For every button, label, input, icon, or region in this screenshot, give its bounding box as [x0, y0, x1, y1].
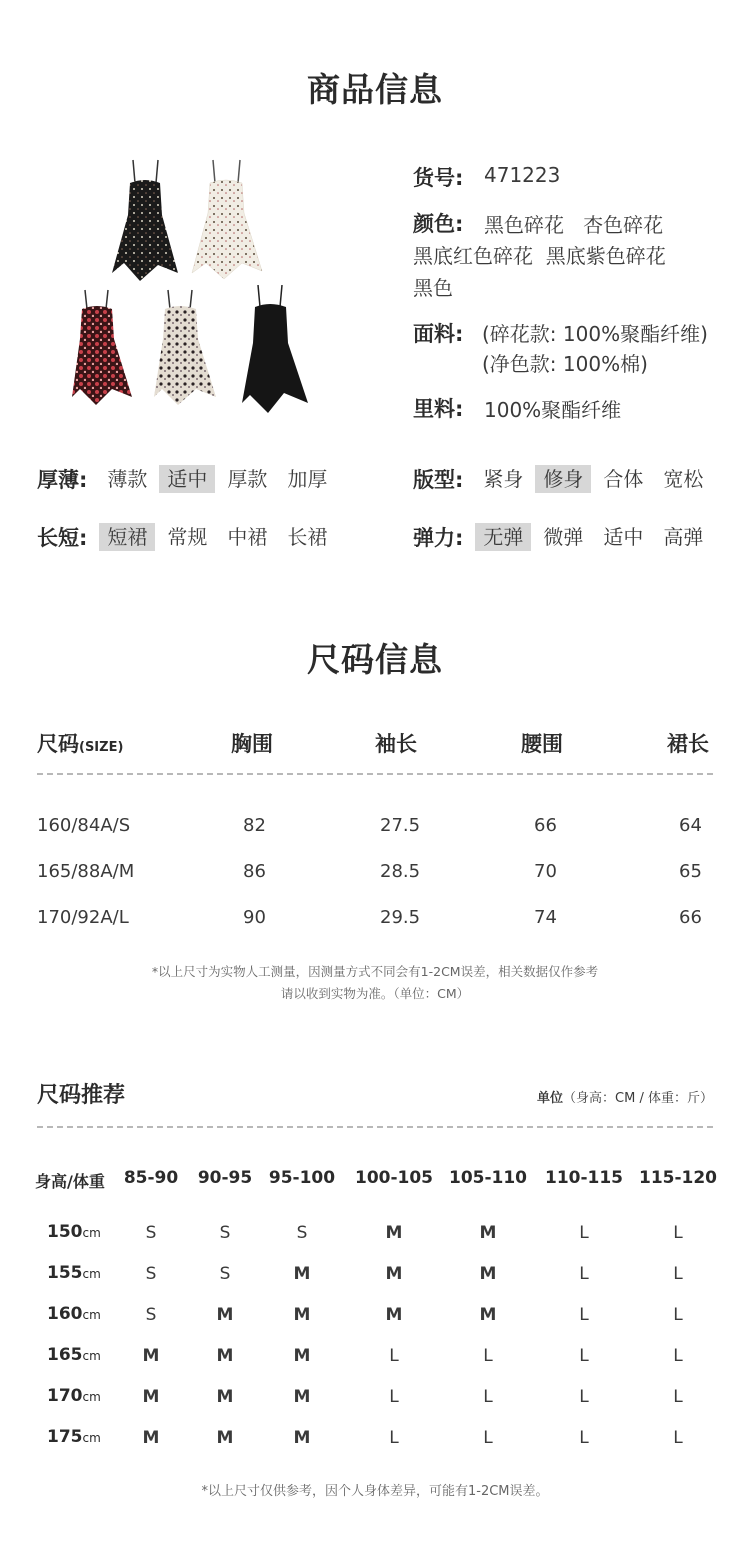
- rec-height-value: 170: [47, 1386, 83, 1406]
- rec-height-unit: cm: [82, 1308, 101, 1322]
- rec-size-cell: M: [479, 1305, 497, 1325]
- rec-height-cell: [47, 1345, 101, 1365]
- rec-weight-header: 90-95: [197, 1168, 253, 1188]
- rec-row: [0, 1263, 750, 1304]
- thickness-option-selected: 适中: [159, 465, 215, 493]
- lining-label: 里料:: [413, 397, 464, 421]
- size-note-line-2: 请以收到实物为准。（单位：CM）: [280, 986, 470, 1001]
- elasticity-option: 微弹: [543, 525, 584, 549]
- attr-length-options: [99, 523, 335, 551]
- rec-row: [0, 1345, 750, 1386]
- table-row: [37, 815, 713, 861]
- attr-elasticity-label: 弹力:: [413, 526, 464, 550]
- rec-size-cell: S: [296, 1223, 308, 1243]
- rec-size-cell: M: [216, 1428, 234, 1448]
- rec-height-unit: cm: [82, 1431, 101, 1445]
- rec-height-unit: cm: [82, 1267, 101, 1281]
- rec-size-cell: M: [142, 1387, 160, 1407]
- rec-size-cell: L: [673, 1387, 683, 1407]
- size-info-title: 尺码信息: [307, 640, 443, 679]
- rec-size-cell: M: [216, 1305, 234, 1325]
- length-cell: 64: [679, 815, 702, 836]
- length-option: 中裙: [227, 525, 268, 549]
- attr-elasticity: [413, 522, 711, 552]
- rec-size-cell: M: [293, 1264, 311, 1284]
- fit-option: 宽松: [663, 467, 704, 491]
- rec-size-cell: L: [579, 1387, 589, 1407]
- size-rec-unit: [537, 1087, 713, 1106]
- rec-size-cell: L: [579, 1428, 589, 1448]
- col-size-label: 尺码: [37, 732, 79, 756]
- fit-option: 合体: [603, 467, 644, 491]
- rec-row: [0, 1222, 750, 1263]
- length-option: 常规: [167, 525, 208, 549]
- size-table-body: [37, 815, 713, 953]
- rec-size-cell: L: [483, 1346, 493, 1366]
- size-rec-table: [0, 1222, 750, 1468]
- rec-size-cell: L: [673, 1223, 683, 1243]
- sleeve-cell: 29.5: [380, 907, 421, 928]
- rec-size-cell: L: [673, 1264, 683, 1284]
- rec-size-cell: L: [673, 1305, 683, 1325]
- colors-line-2: 黑底红色碎花 黑底紫色碎花: [413, 244, 666, 268]
- item-no-label: 货号:: [413, 166, 464, 190]
- col-size-en: (SIZE): [79, 740, 124, 755]
- rec-height-value: 150: [47, 1222, 83, 1242]
- dresses-second-row: [70, 285, 320, 415]
- rec-weight-header: 115-120: [638, 1168, 718, 1188]
- waist-cell: 66: [534, 815, 557, 836]
- waist-cell: 74: [534, 907, 557, 928]
- rec-height-value: 160: [47, 1304, 83, 1324]
- rec-weight-header: 95-100: [268, 1168, 336, 1188]
- rec-size-cell: S: [219, 1264, 231, 1284]
- colors-line-1: 黑色碎花 杏色碎花: [484, 213, 664, 237]
- rec-height-cell: [47, 1427, 101, 1447]
- rec-size-cell: L: [389, 1387, 399, 1407]
- attr-length-label: 长短:: [37, 526, 88, 550]
- elasticity-option-selected: 无弹: [475, 523, 531, 551]
- rec-size-cell: S: [145, 1264, 157, 1284]
- rec-size-cell: L: [389, 1428, 399, 1448]
- attr-length: [37, 522, 335, 552]
- size-cell: 160/84A/S: [37, 815, 131, 836]
- col-length-header: 裙长: [667, 732, 709, 756]
- rec-weight-header: 85-90: [123, 1168, 179, 1188]
- rec-corner-header: 身高/体重: [35, 1172, 105, 1191]
- fabric-line-2: (净色款: 100%棉): [482, 352, 648, 376]
- rec-size-cell: M: [385, 1305, 403, 1325]
- size-table-divider: [37, 773, 713, 775]
- rec-size-cell: M: [293, 1305, 311, 1325]
- elasticity-option: 高弹: [663, 525, 704, 549]
- fit-option: 紧身: [483, 467, 524, 491]
- rec-size-cell: M: [385, 1223, 403, 1243]
- rec-size-cell: M: [479, 1264, 497, 1284]
- col-waist-header: 腰围: [521, 732, 563, 756]
- lining-value: 100%聚酯纤维: [484, 398, 622, 422]
- length-cell: 65: [679, 861, 702, 882]
- rec-height-unit: cm: [82, 1226, 101, 1240]
- chest-cell: 86: [243, 861, 266, 882]
- size-rec-divider: [37, 1126, 713, 1128]
- length-option: 长裙: [287, 525, 328, 549]
- rec-height-value: 175: [47, 1427, 83, 1447]
- col-chest-header: 胸围: [231, 732, 273, 756]
- rec-size-cell: M: [479, 1223, 497, 1243]
- rec-weight-header: 100-105: [354, 1168, 434, 1188]
- rec-height-cell: [47, 1304, 101, 1324]
- sleeve-cell: 28.5: [380, 861, 421, 882]
- table-row: [37, 861, 713, 907]
- rec-weight-header: 105-110: [448, 1168, 528, 1188]
- rec-size-cell: M: [142, 1428, 160, 1448]
- rec-size-cell: M: [385, 1264, 403, 1284]
- table-row: [37, 907, 713, 953]
- rec-size-cell: S: [145, 1305, 157, 1325]
- rec-row: [0, 1304, 750, 1345]
- length-cell: 66: [679, 907, 702, 928]
- rec-size-cell: M: [142, 1346, 160, 1366]
- length-option-selected: 短裙: [99, 523, 155, 551]
- rec-height-cell: [47, 1222, 101, 1242]
- rec-size-cell: S: [145, 1223, 157, 1243]
- size-rec-unit-detail: （身高：CM / 体重：斤）: [563, 1091, 713, 1106]
- size-rec-note: *以上尺寸仅供参考，因个人身体差异，可能有1-2CM误差。: [201, 1484, 549, 1499]
- attr-fit-label: 版型:: [413, 468, 464, 492]
- rec-size-cell: L: [673, 1346, 683, 1366]
- color-label: 颜色:: [413, 212, 464, 236]
- attr-thickness-options: [99, 465, 335, 493]
- dress-solid-black: [242, 285, 308, 413]
- attr-fit: [413, 464, 711, 494]
- rec-size-cell: M: [216, 1387, 234, 1407]
- chest-cell: 90: [243, 907, 266, 928]
- dress-black-purple-floral: [154, 290, 216, 405]
- rec-size-cell: L: [579, 1223, 589, 1243]
- product-info-title: 商品信息: [307, 70, 443, 109]
- size-rec-title: 尺码推荐: [37, 1083, 126, 1108]
- rec-size-cell: L: [579, 1346, 589, 1366]
- rec-size-cell: M: [216, 1346, 234, 1366]
- col-sleeve-header: 袖长: [375, 732, 417, 756]
- rec-size-cell: M: [293, 1346, 311, 1366]
- attr-elasticity-options: [475, 523, 711, 551]
- rec-size-cell: M: [293, 1428, 311, 1448]
- colors-line-3: 黑色: [413, 276, 453, 300]
- rec-size-cell: L: [673, 1428, 683, 1448]
- rec-height-unit: cm: [82, 1390, 101, 1404]
- rec-row: [0, 1427, 750, 1468]
- fabric-label: 面料:: [413, 322, 464, 346]
- rec-height-cell: [47, 1263, 101, 1283]
- rec-weight-header: 110-115: [544, 1168, 624, 1188]
- rec-size-cell: L: [389, 1346, 399, 1366]
- rec-row: [0, 1386, 750, 1427]
- item-no-value: 471223: [484, 163, 561, 187]
- size-rec-unit-label: 单位: [537, 1091, 564, 1106]
- rec-size-cell: L: [579, 1264, 589, 1284]
- size-note-line-1: *以上尺寸为实物人工测量，因测量方式不同会有1-2CM误差，相关数据仅作参考: [151, 964, 599, 979]
- waist-cell: 70: [534, 861, 557, 882]
- size-cell: 165/88A/M: [37, 861, 135, 882]
- rec-height-unit: cm: [82, 1349, 101, 1363]
- rec-height-cell: [47, 1386, 101, 1406]
- chest-cell: 82: [243, 815, 266, 836]
- rec-size-cell: L: [483, 1387, 493, 1407]
- size-cell: 170/92A/L: [37, 907, 129, 928]
- elasticity-option: 适中: [603, 525, 644, 549]
- fit-option-selected: 修身: [535, 465, 591, 493]
- rec-height-value: 165: [47, 1345, 83, 1365]
- rec-size-cell: S: [219, 1223, 231, 1243]
- rec-size-cell: M: [293, 1387, 311, 1407]
- col-size-header: [37, 728, 123, 758]
- rec-height-value: 155: [47, 1263, 83, 1283]
- attr-thickness: [37, 464, 335, 494]
- thickness-option: 加厚: [287, 467, 328, 491]
- attr-thickness-label: 厚薄:: [37, 468, 88, 492]
- sleeve-cell: 27.5: [380, 815, 421, 836]
- fabric-line-1: (碎花款: 100%聚酯纤维): [482, 322, 708, 346]
- attr-fit-options: [475, 465, 711, 493]
- rec-size-cell: L: [483, 1428, 493, 1448]
- rec-size-cell: L: [579, 1305, 589, 1325]
- thickness-option: 厚款: [227, 467, 268, 491]
- dress-black-red-floral-shape: [72, 290, 132, 405]
- thickness-option: 薄款: [107, 467, 148, 491]
